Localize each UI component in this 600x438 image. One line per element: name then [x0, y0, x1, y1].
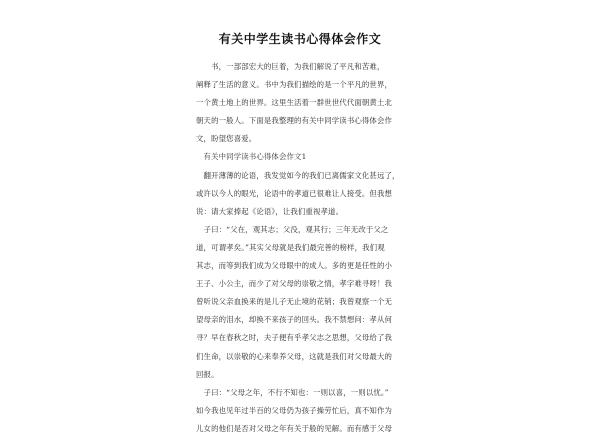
text-line: 说：请大家捧起《论语》，让我们重视孝道。 — [196, 206, 344, 216]
text-line: 一个黄土地上的世界。这里生活着一群世世代代面朝黄土北 — [196, 98, 393, 108]
text-line: 道，可谓孝矣。”其实父母就是我们最完善的榜样，我们观 — [196, 242, 385, 252]
text-line: 如今我也见年过半百的父母仍为孩子操劳忙后，真不知作为 — [196, 405, 393, 415]
document-title: 有关中学生读书心得体会作文 — [218, 32, 382, 46]
text-line: 们生命，以崇敬的心来奉养父母，这就是我们对父母最大的 — [196, 351, 393, 361]
text-line: 寻？早在春秋之时，夫子便有乎孝父志之思想，父母给了我 — [196, 333, 393, 343]
text-line: 翻开薄薄的论语，我发觉如今的我们已离儒家文化甚远了， — [196, 170, 400, 180]
text-line: 其志，而等到我们成为父母眼中的成人。多的更是任性的小 — [196, 261, 393, 271]
section-heading: 有关中同学读书心得体会作文1 — [196, 152, 307, 162]
document-body — [196, 58, 410, 438]
text-line: 文，盼望您喜爱。 — [196, 134, 257, 144]
text-line: 王子、小公主，而少了对父母的崇敬之情，孝字难寻呀！我 — [196, 279, 393, 289]
text-line: 曾听说父亲血换来的是儿子无止境的花销；我曾观察一个无 — [196, 297, 393, 307]
text-line: 回报。 — [196, 369, 219, 379]
text-line: 或许以今人的眼光，论语中的孝道已很难让人接受。但我想 — [196, 188, 393, 198]
text-line: 朝天的一般人。下面是我整理的有关中同学读书心得体会作 — [196, 116, 393, 126]
text-line: 子曰：“父母之年，不行不知也：一则以喜，一则以忧。” — [196, 387, 389, 397]
text-line: 儿女的他们是否对父母之年有关于般的见解。而有感于父母 — [196, 423, 393, 433]
text-line: 书，一部部宏大的巨着，为我们解说了平凡和苦难， — [196, 62, 385, 71]
text-line: 望母亲的泪水，却换不来孩子的回头。我不禁想问：孝从何 — [196, 315, 393, 325]
text-line: 子曰：“父在，观其志；父没，观其行；三年无改于父之 — [196, 224, 389, 234]
text-line: 阐释了生活的意义。书中为我们描绘的是一个平凡的世界， — [196, 80, 393, 90]
